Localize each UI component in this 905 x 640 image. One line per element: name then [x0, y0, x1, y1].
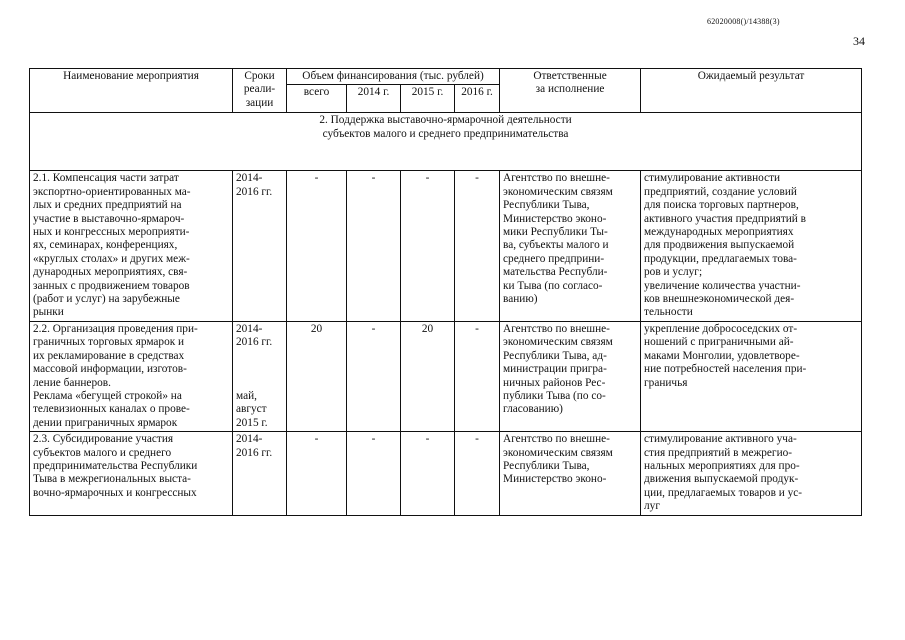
measures-table — [29, 68, 862, 516]
page-number: 34 — [853, 34, 865, 48]
funding-total: 20 — [287, 321, 347, 431]
funding-2016: - — [455, 432, 500, 515]
header-responsible: Ответственные за исполнение — [500, 69, 641, 113]
expected-result: стимулирование активности предприятий, создание условий для поиска торговых партнеров, активного участия предприятий в международных мероприятиях для продвижения выпускаемой продукции, предлагаемых това- ров и услуг; увеличение количества участни- ков внешнеэкономической дея- тельности — [641, 171, 862, 321]
funding-2015: 20 — [401, 321, 455, 431]
section-row — [30, 113, 862, 171]
header-funding: Объем финансирования (тыс. рублей) — [287, 69, 500, 85]
header-2015: 2015 г. — [401, 85, 455, 113]
expected-result: укрепление добрососедских от- ношений с приграничными ай- маками Монголии, удовлетворе- ние потребностей населения при- граничья — [641, 321, 862, 431]
funding-2014: - — [347, 171, 401, 321]
funding-2015: - — [401, 171, 455, 321]
measure-terms: 2014- 2016 гг. — [233, 432, 287, 515]
header-name: Наименование мероприятия — [30, 69, 233, 113]
measure-terms: 2014- 2016 гг. — [233, 171, 287, 321]
responsible: Агентство по внешне- экономическим связям Республики Тыва, Министерство эконо- — [500, 432, 641, 515]
expected-result: стимулирование активного уча- стия предприятий в межрегио- нальных мероприятиях для про- движения выпускаемой продук- ции, предлагаемых товаров и ус- луг — [641, 432, 862, 515]
funding-2016: - — [455, 171, 500, 321]
measure-terms: 2014- 2016 гг. май, август 2015 г. — [233, 321, 287, 431]
table-row — [30, 171, 862, 321]
header-row — [30, 69, 862, 85]
table-row — [30, 321, 862, 431]
header-2014: 2014 г. — [347, 85, 401, 113]
funding-total: - — [287, 432, 347, 515]
header-result: Ожидаемый результат — [641, 69, 862, 113]
funding-2014: - — [347, 321, 401, 431]
measure-name: 2.1. Компенсация части затрат экспортно-ориентированных ма- лых и средних предприятий на участие в выставочно-ярмароч- ных и конгрессных мероприяти- ях, семинарах, конференциях, «круглых столах» и других меж- дународных мероприятиях, свя- занных с продвижением товаров (работ и услуг) на зарубежные рынки — [30, 171, 233, 321]
funding-2014: - — [347, 432, 401, 515]
measure-name: 2.3. Субсидирование участия субъектов малого и среднего предпринимательства Республики Тыва в межрегиональных выста- вочно-ярмарочных и конгрессных — [30, 432, 233, 515]
header-terms: Сроки реали- зации — [233, 69, 287, 113]
section-title: 2. Поддержка выставочно-ярмарочной деятельности субъектов малого и среднего предпринимательства — [30, 113, 862, 171]
header-2016: 2016 г. — [455, 85, 500, 113]
funding-2015: - — [401, 432, 455, 515]
document-number: 62020008()/14388(3) — [707, 17, 780, 26]
responsible: Агентство по внешне- экономическим связям Республики Тыва, Министерство эконо- мики Республики Ты- ва, субъекты малого и среднего предприни- мательства Республи- ки Тыва (по согласо- ванию) — [500, 171, 641, 321]
responsible: Агентство по внешне- экономическим связям Республики Тыва, ад- министрации пригра- ничных районов Рес- публики Тыва (по со- гласованию) — [500, 321, 641, 431]
header-total: всего — [287, 85, 347, 113]
funding-2016: - — [455, 321, 500, 431]
funding-total: - — [287, 171, 347, 321]
table-row — [30, 432, 862, 515]
measure-name: 2.2. Организация проведения при- граничных торговых ярмарок и их рекламирование в средствах массовой информации, изготов- ление баннеров. Реклама «бегущей строкой» на телевизионных каналах о прове- дении приграничных ярмарок — [30, 321, 233, 431]
